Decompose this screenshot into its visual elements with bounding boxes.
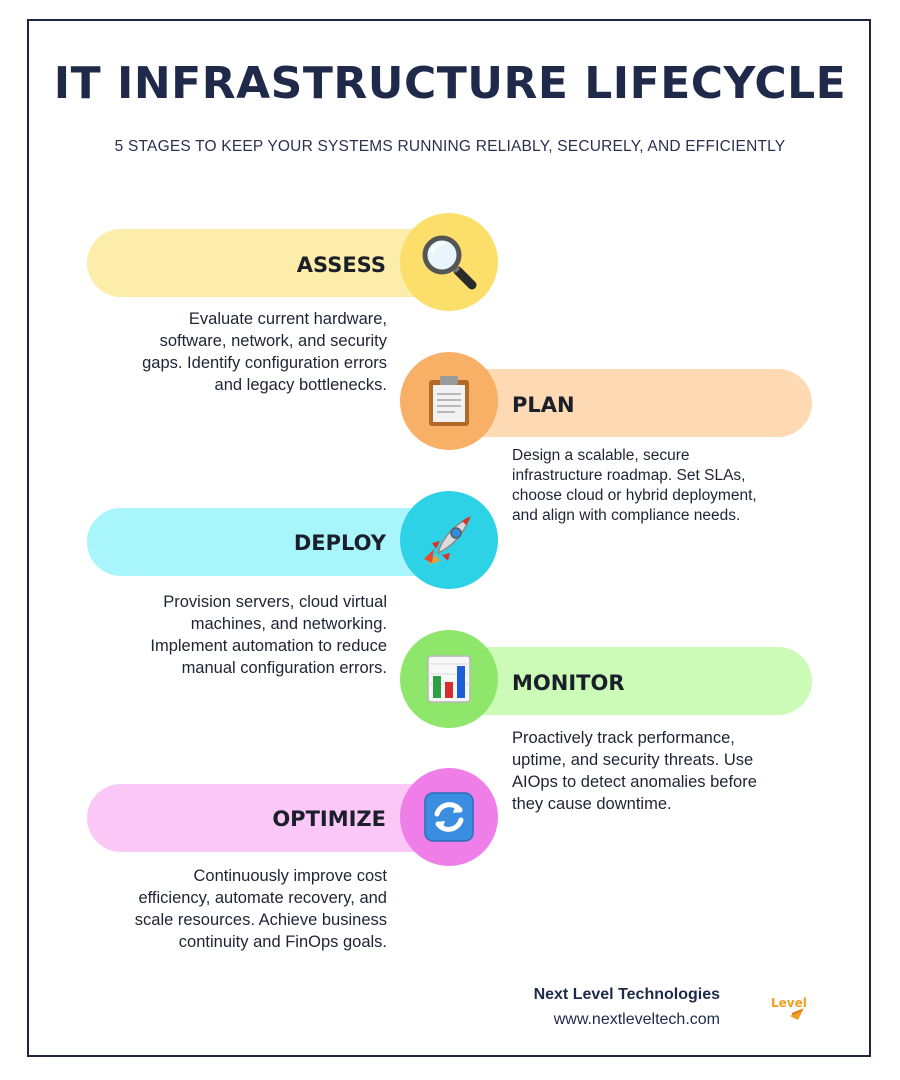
- refresh-arrows-icon: [400, 768, 498, 866]
- stage-circle-assess: [400, 213, 498, 311]
- stage-circle-deploy: [400, 491, 498, 589]
- desc-line: choose cloud or hybrid deployment,: [512, 487, 757, 504]
- stage-label-optimize: OPTIMIZE: [272, 807, 386, 831]
- logo-text: Level: [771, 996, 807, 1010]
- desc-line: and align with compliance needs.: [512, 507, 741, 524]
- clipboard-icon: [400, 352, 498, 450]
- desc-line: Continuously improve cost: [193, 867, 387, 885]
- company-logo: [768, 994, 812, 1022]
- desc-line: they cause downtime.: [512, 795, 672, 813]
- desc-line: manual configuration errors.: [181, 659, 387, 677]
- desc-line: Evaluate current hardware,: [188, 310, 387, 328]
- stage-circle-plan: [400, 352, 498, 450]
- page-title: IT INFRASTRUCTURE LIFECYCLE: [53, 58, 847, 109]
- desc-line: efficiency, automate recovery, and: [138, 889, 387, 907]
- desc-line: Provision servers, cloud virtual: [163, 593, 387, 611]
- stage-label-plan: PLAN: [512, 393, 575, 417]
- company-name: Next Level Technologies: [533, 986, 720, 1003]
- stage-label-deploy: DEPLOY: [293, 531, 386, 555]
- desc-line: gaps. Identify configuration errors: [142, 354, 387, 372]
- stage-circle-monitor: [400, 630, 498, 728]
- desc-line: Implement automation to reduce: [150, 637, 387, 655]
- stage-desc-assess: [87, 308, 387, 396]
- stage-label-assess: ASSESS: [296, 253, 386, 277]
- desc-line: Design a scalable, secure: [512, 447, 690, 464]
- desc-line: scale resources. Achieve business: [134, 911, 387, 929]
- desc-line: and legacy bottlenecks.: [214, 376, 387, 394]
- desc-line: machines, and networking.: [190, 615, 387, 633]
- stage-pill-plan: [450, 369, 812, 437]
- stage-desc-optimize: [87, 865, 387, 953]
- desc-line: software, network, and security: [159, 332, 387, 350]
- desc-line: AIOps to detect anomalies before: [512, 773, 757, 791]
- stage-label-monitor: MONITOR: [512, 671, 625, 695]
- website-link[interactable]: www.nextleveltech.com: [553, 1011, 720, 1028]
- desc-line: Proactively track performance,: [512, 729, 735, 747]
- stage-desc-plan: [512, 446, 802, 526]
- desc-line: uptime, and security threats. Use: [512, 751, 754, 769]
- stage-desc-deploy: [87, 591, 387, 679]
- logo-swoosh-icon: [768, 994, 812, 1022]
- page-subtitle: 5 STAGES TO KEEP YOUR SYSTEMS RUNNING RELIABLY, SECURELY, AND EFFICIENTLY: [114, 138, 786, 155]
- magnifying-glass-icon: [400, 213, 498, 311]
- desc-line: continuity and FinOps goals.: [178, 933, 387, 951]
- stage-circle-optimize: [400, 768, 498, 866]
- rocket-icon: [400, 491, 498, 589]
- desc-line: infrastructure roadmap. Set SLAs,: [512, 467, 746, 484]
- stage-desc-monitor: [512, 727, 802, 815]
- bar-chart-icon: [400, 630, 498, 728]
- stage-pill-monitor: [450, 647, 812, 715]
